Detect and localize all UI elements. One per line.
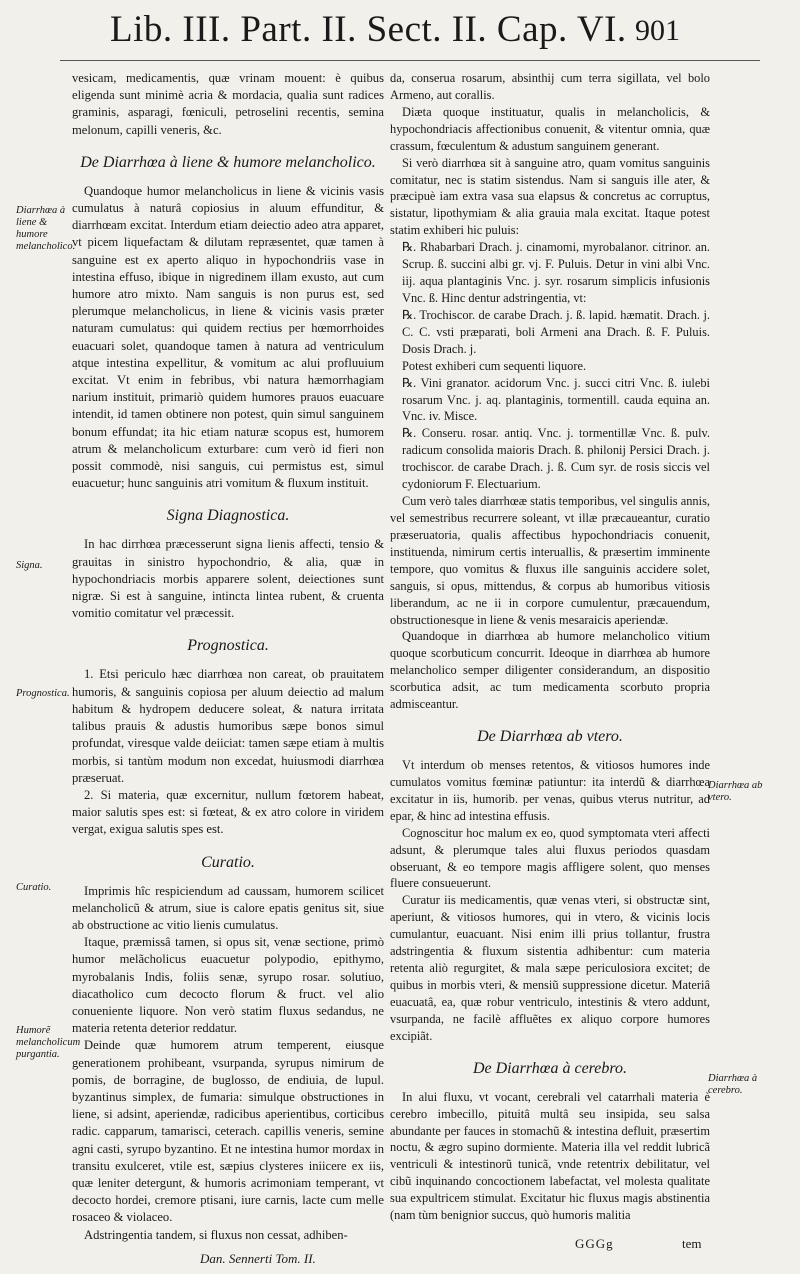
heading-diarrhoea-vtero: De Diarrhœa ab vtero. [477,728,623,746]
page-number: 901 [635,14,680,47]
margin-note: Diarrhœa ab vtero. [708,780,763,803]
paragraph: 2. Si materia, quæ excernitur, nullum fœtorem habeat, maior salutis spes est: si fœteat, & ex atro colore in viridem vergat, exigua salutis spes est. [72,787,384,837]
running-title: Lib. III. Part. II. Sect. II. Cap. VI. [110,9,627,50]
margin-note: Diarrhœa à cerebro. [708,1073,758,1096]
paragraph: 1. Etsi periculo hæc diarrhœa non careat, ob prauitatem humoris, & sanguinis copiosa per aluum deiectio ad malum habitum & hydropem deducere soleat, & natura irritata talibus prauis & adustis humoribus sæpe bonos simul profundat, viresque valde deiiciat: tamen sæpe etiam à multis morbis, si tantùm modum non excedat, huiusmodi diarrhœa præseruat. [72,667,384,785]
margin-note: Diarrhœa à liene & humore melancholico. [16,205,76,252]
heading-signa-diagnostica: Signa Diagnostica. [166,507,290,525]
paragraph: In hac dirrhœa præcesserunt signa lienis affecti, tensio & grauitas in sinistro hypochondrio, & alia, quæ in hypochondriacis morbis apparere solent, deiectiones sunt nigræ. Si est à sanguine, intincta lintea rubent, & cruenta vomitio comitatur vel præcessit. [72,537,384,621]
paragraph: Potest exhiberi cum sequenti liquore. [402,358,587,373]
running-header [0,6,800,58]
paragraph: Vt interdum ob menses retentos, & vitiosos humores inde cumulatos vomitus fœminæ patiuntur: ita interdũ & diarrhœa excitatur in iis, humorib. per venas, quibus vterus nutritur, ad epar, & hinc ad intestina effusis. [390,758,710,823]
left-column [72,70,384,1244]
paragraph: Quandoque in diarrhœa ab humore melancholico vitium quoque scorbuticum concurrit. Ideoque in diarrhœa ab humore melancholico semper diligenter considerandum, an dispositio scorbutica adsit, ac tum medicamenta scorbuto propria admisceantur. [390,629,710,712]
heading-diarrhoea-cerebro: De Diarrhœa à cerebro. [472,1059,628,1077]
paragraph: Cum verò tales diarrhœæ statis temporibus, vel singulis annis, vel semestribus recurrere soleant, vt illæ præcaueantur, curatio præseruatoria, qualis affectibus hypochondriacis conuenit, instituenda, nimirum certis interuallis, & præsertim imminente tempore, quo vomitus & fluxus ille sanguinis accidere solet, sanguis, si opus, mittendus, & corpus ab humoribus vitiosis liberandum, ac ne ii in corpore cumulentur, præcauendum, obstructionesque in liene & venis mesaraicis aperiendæ. [390,494,710,627]
left-intro: vesicam, medicamentis, quæ vrinam mouent: è quibus eligenda sunt minimè acria & mordacia, qualia sunt radices graminis, asparagi, fœniculi, petroselini recentis, semina melonum, capilli veneris, &c. [72,71,384,137]
heading-diarrhoea-liene: De Diarrhœa à liene & humore melancholico. [80,153,376,171]
footer-author: Dan. Sennerti Tom. II. [200,1251,316,1266]
margin-note: Signa. [16,560,43,571]
recipe: ℞. Vini granator. acidorum Vnc. j. succi citri Vnc. ß. iulebi rosarum Vnc. j. aq. plantaginis, tormentill. cauda equina an. Vnc. iv. Misce. [402,375,710,424]
right-intro: da, conserua rosarum, absinthij cum terra sigillata, vel bolo Armeno, aut corallis. [390,71,710,102]
margin-note: Humorẽ melancholicum purgantia. [16,1025,81,1060]
heading-curatio: Curatio. [201,853,255,871]
paragraph: In alui fluxu, vt vocant, cerebrali vel catarrhali materia è cerebro imbecillo, pituitâ multâ seu insipida, seu salsa abundante per fauces in stomachũ & intestina defluit, præsertim noctu, & ægro supino dormiente. Materia illa vel reddit lubricã ventriculi & intestinorũ tunicã, vnde retentrix debilitatur, vel cibũ inquinando concoctionem labefactat, vel molesta qualitate sua expultricem stimulat. Excitatur hic fluxus magis abstinentia (nam tùm benignior succus, quò humoris malitia [390,1089,710,1223]
paragraph: Quandoque humor melancholicus in liene & vicinis vasis cumulatus à naturâ copiosius in aluum effunditur, & diarrhœam excitat. Interdum etiam deiectio adeo atra apparet, vt picem liquefactam & dilutam repræsentet, quæ tamen à sanguine est ex aperto aliquo in hypochondriis vase in intestina effuso, ibique in nigredinem illam exusto, aut cum humore atro mixto. Nam sanguis is non purus est, sed plerumque melancholicus, in liene & vicinis vasis præter naturam cumulatus: qui quidem rectius per hœmorrhoides euacuari solet, quandoque tamen à natura ad ventriculum atque intestina expellitur, & vomitum ac alui profluuium excitat. Vt enim in febribus, vbi natura hæmorrhagiam narium instituit, primariò quidem humores prauos euacuare intendit, id tamen obtinere non potest, quin simul sanguinem bonum effundat; ita hic etiam naturæ scopus est, humorem atrum & melancholicum exturbare: cum verò id fieri non possit commodè, nisi sanguis, cui permistus est, simul euacuetur; hunc sanguinis atri vomitum & fluxum instituit. [72,183,384,491]
recipe: ℞. Conseru. rosar. antiq. Vnc. j. tormentillæ Vnc. ß. pulv. radicum consolida maioris Drach. ß. philonij Persici Drach. j. trochiscor. de carabe Drach. j. ß. Cum syr. de rosis siccis vel cydoniorum F. Electuarium. [402,426,710,492]
paragraph: Cognoscitur hoc malum ex eo, quod symptomata vteri affecti adsunt, & plerumque tales alui fluxus periodos quasdam obseruant, & eo tempore magis affligere solent, quo menses fluere consueuerunt. [390,825,710,891]
recipe: ℞. Rhabarbari Drach. j. cinamomi, myrobalanor. citrinor. an. Scrup. ß. succini albi gr. vj. F. Puluis. Detur in vini albi Vnc. iij. aqua plantaginis Vnc. j. syr. rosarum simplicis infusionis Vnc. ß. Hinc dentur adstringentia, vt: [402,240,710,305]
paragraph: Curatur iis medicamentis, quæ venas vteri, si obstructæ sint, aperiunt, & vitiosos humores, qui in vtero, & vicinis locis cumulantur, euacuant. Nisi enim illi prius tollantur, frustra adstringentia & fluxum sistentia adhibentur: cum materia retenta aliò regurgitet, & mala sæpe periculosiora excitet; de quibus in morbis vteri, & mensiũ suppressione dicetur. Materiâ euacuatâ, ea, quæ robur ventriculo, intestinis & vtero addunt, vsurpanda, ne facilè affluẽtes ex aliquo corpore humores excipiãt. [390,893,710,1043]
right-column [390,70,710,1224]
header-rule [60,60,760,61]
margin-note: Curatio. [16,882,52,893]
paragraph: Adstringentia tandem, si fluxus non cessat, adhiben- [84,1227,348,1242]
paragraph: Si verò diarrhœa sit à sanguine atro, quam vomitus sanguinis comitatur, nec is statim sistendus. Nam si sanguis ille ater, & præcipuè iam extra vasa sua elapsus & concretus ac corruptus, sistatur, lipothymiam & alia grauia mala excitat. Itaque potest statim exhiberi hic puluis: [390,155,710,238]
catchword: tem [682,1236,702,1251]
recipe: ℞. Trochiscor. de carabe Drach. j. ß. lapid. hæmatit. Drach. j. C. C. vsti præparati, boli Armeni ana Drach. ß. F. Puluis. Dosis Drach. j. [402,307,710,356]
heading-prognostica: Prognostica. [187,637,269,655]
paragraph: Diæta quoque instituatur, qualis in melancholicis, & hypochondriacis affectionibus conuenit, & vitentur omnia, quæ crassum, fœculentum & adustum sanguinem generant. [390,104,710,153]
signature-mark: GGGg [575,1236,614,1251]
margin-note: Prognostica. [16,688,70,699]
paragraph: Itaque, præmissâ tamen, si opus sit, venæ sectione, primò humor melãcholicus euacuetur polypodio, epithymo, myrobalanis Indis, foliis senæ, syrupo rosar. solutiuo, diacatholico cum decocto florum & fruct. vel alio conueniente liquore. Non verò statim fluxus sedandus, ne materia retenta deterior reddatur. [72,935,384,1036]
paragraph: Imprimis hîc respiciendum ad caussam, humorem scilicet melancholicũ & atrum, siue is calore epatis genitus sit, siue ab obstructione ac vitio lienis cumulatus. [72,883,384,932]
paragraph: Deinde quæ humorem atrum temperent, eiusque generationem prohibeant, vsurpanda, syrupus nimirum de pomis, de borragine, de buglosso, de endiuia, de lupul. byzantinus simplex, de fumaria: simulque obstructiones in liene, si adsint, aperiendæ, radicibus aperientibus, corticibus radic. capparum, tamarisci, ceterach. capillis veneris, semine agni casti, syrupo byzantino. Et ne intestina humor mordax in transitu exulceret, vtile est, sæpius clysteres iniicere ex iis, quæ leniter detergunt, & humoris acrimoniam temperant, vt decocto hordei, cremore ptisani, iure carnis, lacte cum melle rosaceo & violaceo. [72,1038,384,1225]
